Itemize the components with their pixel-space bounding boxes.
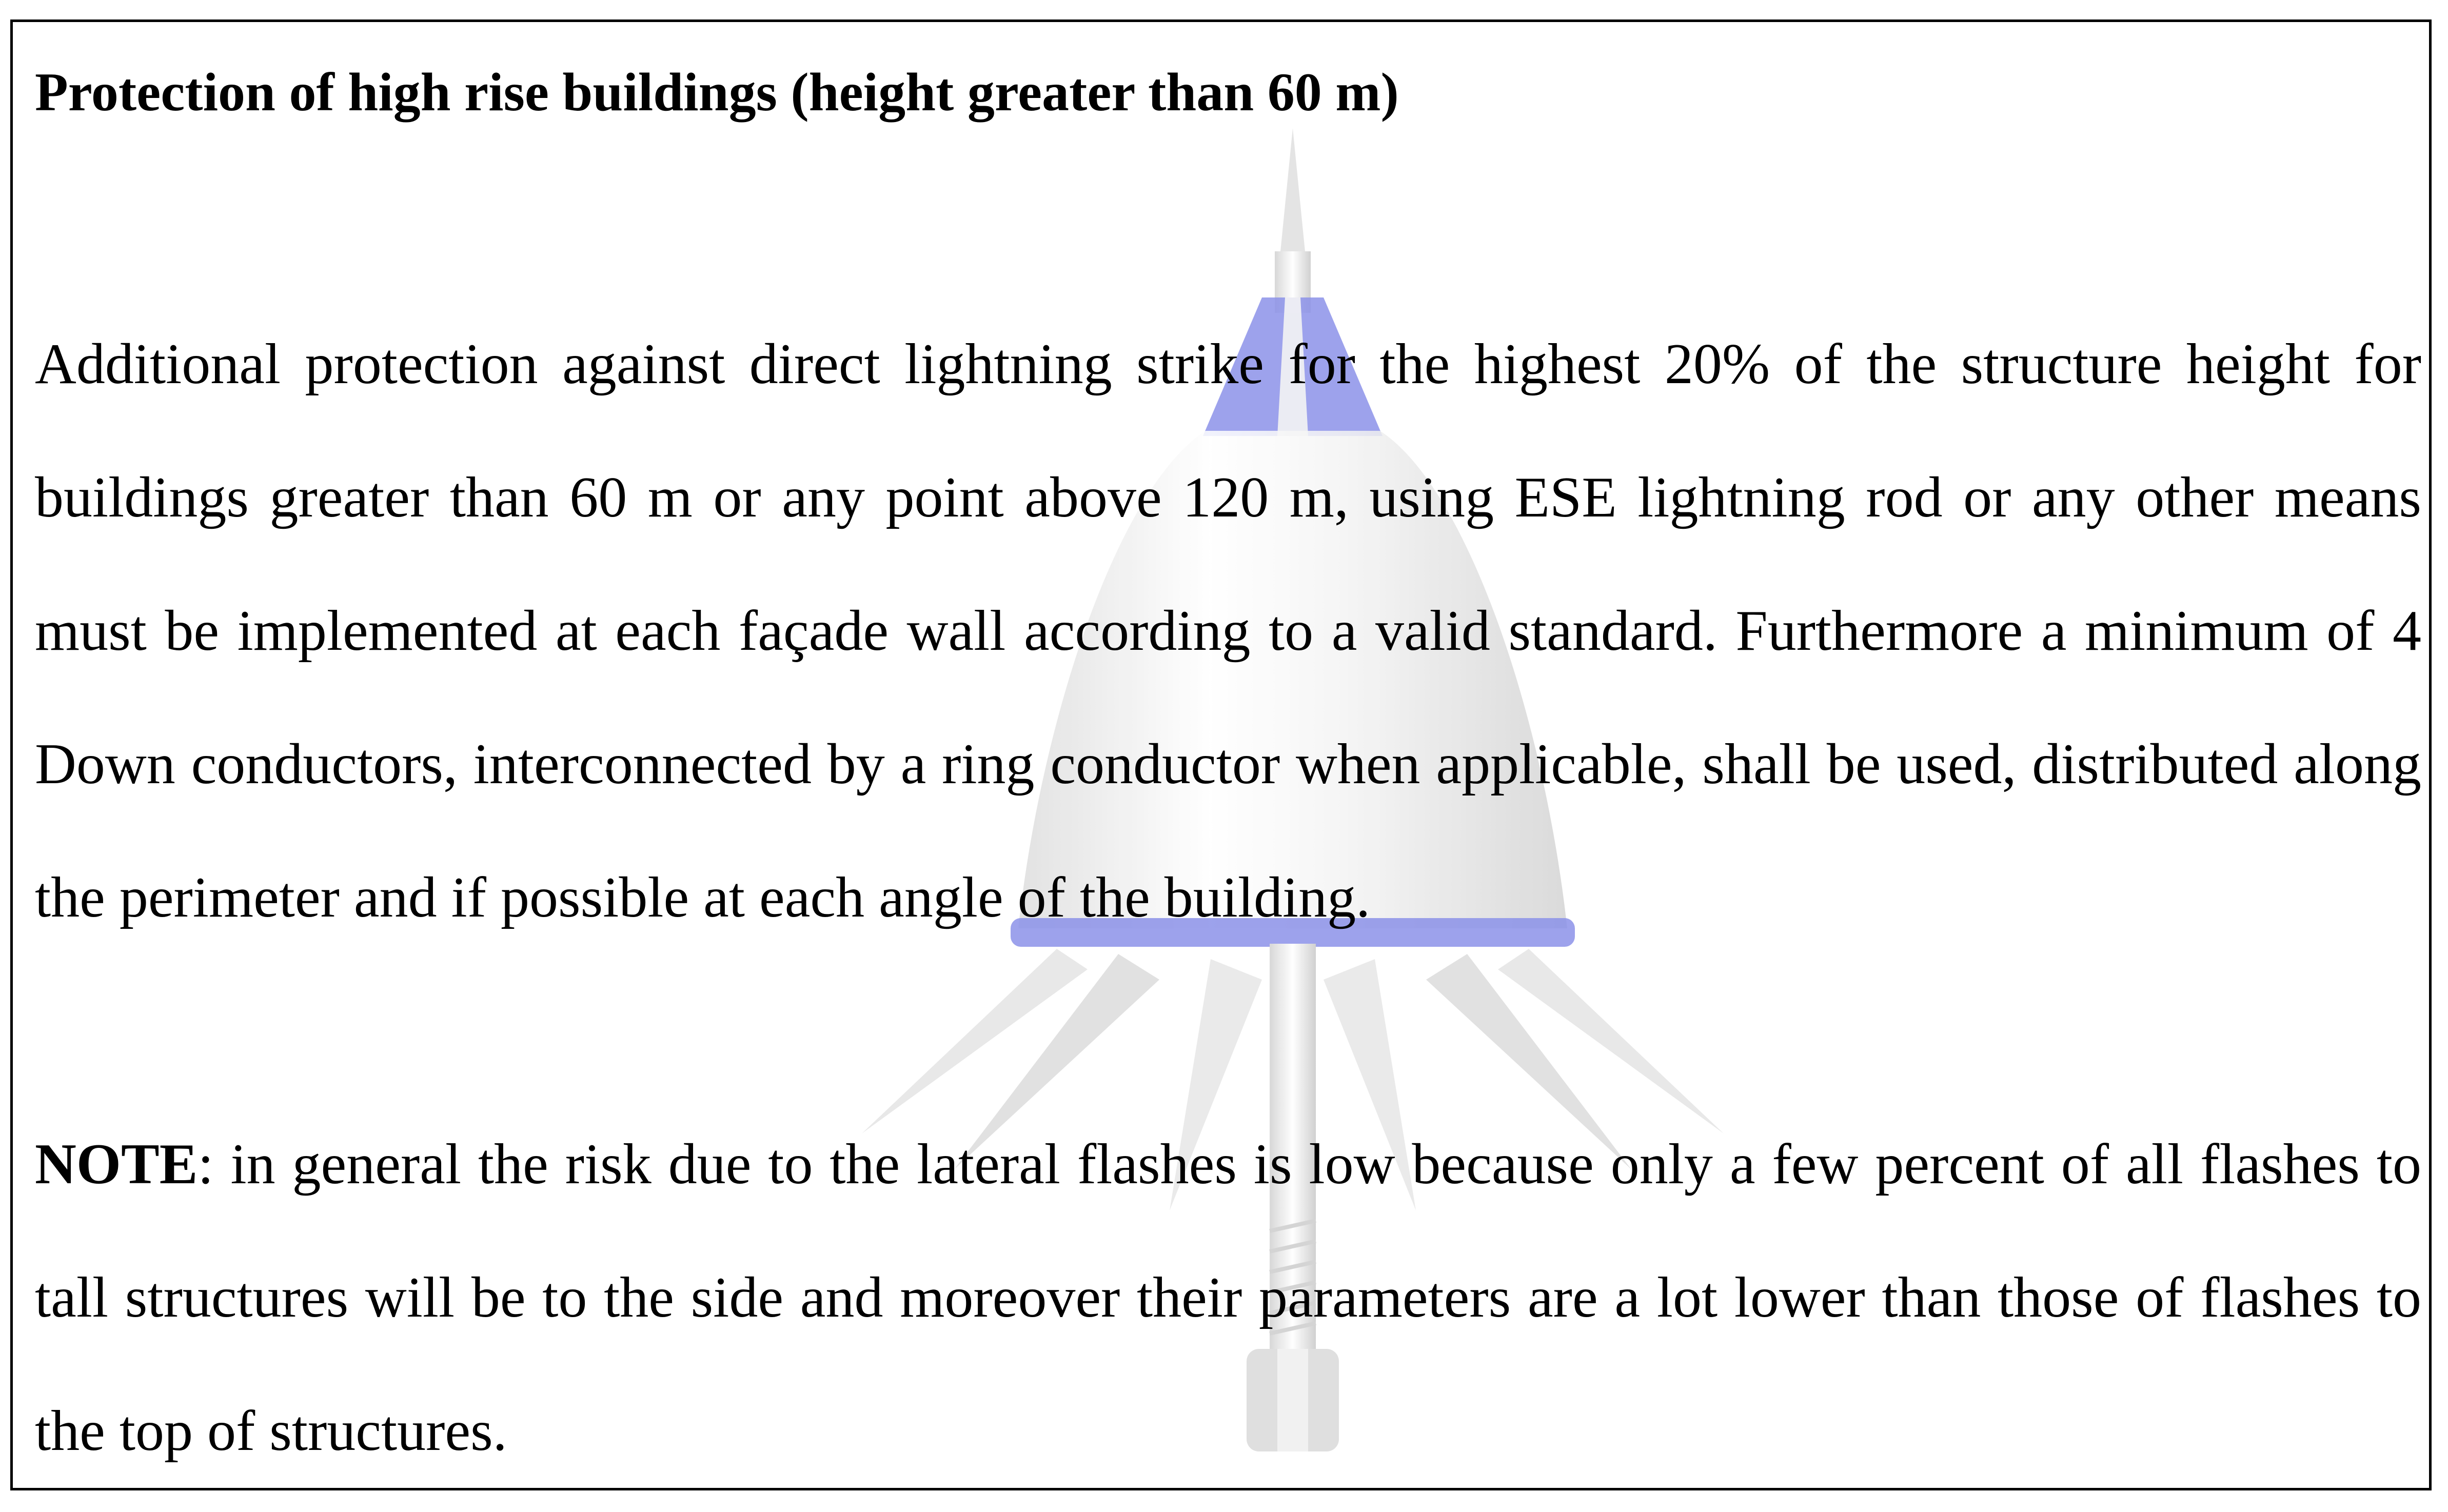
document-title: Protection of high rise buildings (height greater than 60 m) (35, 62, 1399, 122)
note-text: : in general the risk due to the lateral flashes is low because only a few percent of all flashes to tall structures will be to the side and moreover their parameters are a lot lower than those of flashes to the top of structures. (35, 1132, 2421, 1463)
document-body (35, 51, 2421, 1498)
note-label: NOTE (35, 1132, 198, 1196)
note-paragraph (35, 1098, 2421, 1498)
main-paragraph: Additional protection against direct lightning strike for the highest 20% of the structure height for buildings greater than 60 m or any point above 120 m, using ESE lightning rod or any other means must be implemented at each façade wall according to a valid standard. Furthermore a minimum of 4 Down conductors, interconnected by a ring conductor when applicable, shall be used, distributed along the perimeter and if possible at each angle of the building. (35, 332, 2421, 929)
